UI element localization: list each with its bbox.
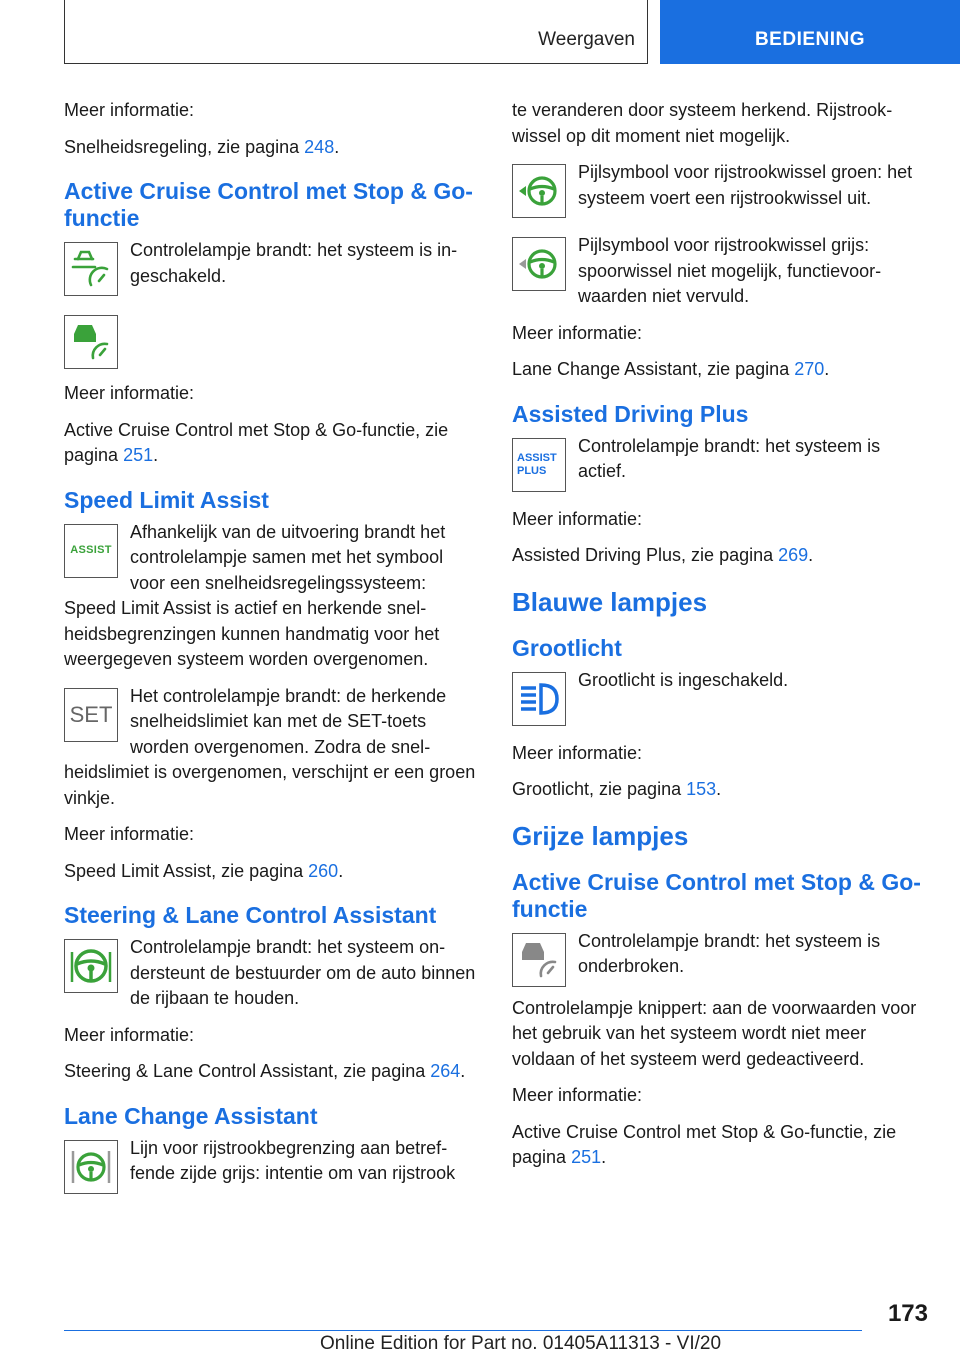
set-icon-label: SET xyxy=(69,701,113,727)
heading-slca: Steering & Lane Control Assistant xyxy=(64,902,437,928)
set-icon xyxy=(64,688,118,742)
acc-grey-entry xyxy=(512,929,926,991)
acc-grey-icon xyxy=(512,933,566,987)
acc-grey-text-2: Controlelampje knippert: aan de voorwaarden voor het gebruik van het systeem wordt niet meer voldaan of het systeem werd gedeactiveerd. xyxy=(512,997,917,1069)
high-beam-more-ref: Grootlicht, zie pagina 153. xyxy=(512,779,722,799)
lca-text: Lijn voor rijstrookbegrenzing aan betreffende zijde grijs: intentie om van rijstrook xyxy=(130,1137,456,1183)
acc-grey-text-1: Controlelampje brandt: het systeem is onderbroken. xyxy=(578,930,881,976)
high-beam-more-label: Meer informatie: xyxy=(512,742,643,763)
acc-green-filled-icon xyxy=(64,315,118,369)
assist-plus-line2: PLUS xyxy=(517,464,547,477)
acc-entry xyxy=(64,238,478,300)
page-link[interactable]: 153 xyxy=(686,779,717,799)
page-link[interactable]: 251 xyxy=(123,445,154,465)
heading-grey-lamps: Grijze lampjes xyxy=(512,820,689,851)
right-column xyxy=(512,98,926,1182)
slca-more-ref: Steering & Lane Control Assistant, zie pagina 264. xyxy=(64,1061,466,1081)
sla-entry xyxy=(64,520,478,673)
more-info-ref: Snelheidsregeling, zie pagina 248. xyxy=(64,136,340,157)
sla-more-label: Meer informatie: xyxy=(64,824,195,844)
assist-plus-icon xyxy=(512,438,566,492)
sla-text-2: Het controlelampje brandt: de herkende snelheidslimiet kan met de SET-toets worden overgenomen. Zodra de snelheidslimiet is overgenomen, verschijnt er een groen vinkje. xyxy=(64,685,476,808)
acc-green-outline-icon xyxy=(64,242,118,296)
arrow-grey-entry xyxy=(512,233,926,310)
acc-grey-more-ref: Active Cruise Control met Stop & Go-functie, zie pagina 251. xyxy=(512,1121,897,1167)
slca-entry xyxy=(64,935,478,1012)
page-link[interactable]: 269 xyxy=(778,545,809,565)
acc-grey-more-label: Meer informatie: xyxy=(512,1085,643,1105)
header-section-box xyxy=(64,0,648,64)
heading-blue-lamps: Blauwe lampjes xyxy=(512,586,708,617)
lca-entry xyxy=(64,1136,478,1198)
heading-acc: Active Cruise Control met Stop & Go-functie xyxy=(64,178,473,231)
page-link[interactable]: 264 xyxy=(430,1061,461,1081)
steering-wheel-grey-lines-icon xyxy=(64,1140,118,1194)
high-beam-text: Grootlicht is ingeschakeld. xyxy=(578,669,789,690)
more-info-label: Meer informatie: xyxy=(64,100,195,120)
assist-icon-label: ASSIST xyxy=(70,543,112,556)
lca-more-ref: Lane Change Assistant, zie pagina 270. xyxy=(512,359,830,379)
lca-continued-text: te veranderen door systeem herkend. Rijstrookwissel op dit moment niet mogelijk. xyxy=(512,100,893,146)
acc-filled-entry xyxy=(64,311,478,367)
slca-more-label: Meer informatie: xyxy=(64,1024,195,1045)
left-column xyxy=(64,98,478,1209)
slca-text: Controlelampje brandt: het systeem ondersteunt de bestuurder om de auto binnen de rijbaan te houden. xyxy=(130,937,476,1008)
lca-more-label: Meer informatie: xyxy=(512,322,643,343)
arrow-green-text: Pijlsymbool voor rijstrookwissel groen: het systeem voert een rijstrookwissel uit. xyxy=(578,162,913,208)
heading-acc-grey: Active Cruise Control met Stop & Go-functie xyxy=(512,868,921,922)
arrow-green-entry xyxy=(512,160,926,222)
steering-wheel-arrow-grey-icon xyxy=(512,237,566,291)
steering-wheel-arrow-green-icon xyxy=(512,164,566,218)
steering-wheel-green-icon xyxy=(64,939,118,993)
header-chapter-title: BEDIENING xyxy=(754,29,866,50)
footer-divider xyxy=(64,1330,862,1331)
page-number: 173 xyxy=(887,1300,928,1327)
footer-edition: Online Edition for Part no. 01405A11313 - VI/20 xyxy=(320,1333,722,1354)
high-beam-entry xyxy=(512,668,926,730)
high-beam-icon xyxy=(512,672,566,726)
adp-entry xyxy=(512,434,926,496)
header-section-title: Weergaven xyxy=(538,29,635,50)
header-chapter-tab[interactable] xyxy=(660,0,960,64)
adp-text: Controlelampje brandt: het systeem is actief. xyxy=(578,435,881,481)
heading-adp: Assisted Driving Plus xyxy=(512,400,749,427)
assist-plus-line1: ASSIST xyxy=(517,451,557,464)
adp-more-label: Meer informatie: xyxy=(512,508,643,529)
heading-lca: Lane Change Assistant xyxy=(64,1102,318,1129)
heading-sla: Speed Limit Assist xyxy=(64,486,269,513)
page-link[interactable]: 248 xyxy=(304,136,335,157)
adp-more-ref: Assisted Driving Plus, zie pagina 269. xyxy=(512,545,814,565)
acc-text: Controlelampje brandt: het systeem is ingeschakeld. xyxy=(130,240,458,286)
sla-set-entry xyxy=(64,684,478,812)
page-link[interactable]: 270 xyxy=(794,359,825,379)
page-link[interactable]: 260 xyxy=(308,860,339,881)
arrow-grey-text: Pijlsymbool voor rijstrookwissel grijs: spoorwissel niet mogelijk, functievoorwaarden niet vervuld. xyxy=(578,235,882,306)
sla-text-1: Afhankelijk van de uitvoering brandt het controlelampje samen met het symbool voor een snelheidsregelingssysteem: Speed Limit Assist is actief en herkende snelheidsbegrenzingen kunnen handmatig voor het weergegeven systeem worden overgenomen. xyxy=(64,521,446,669)
page-link[interactable]: 251 xyxy=(571,1147,602,1167)
assist-icon xyxy=(64,524,118,578)
acc-more-ref: Active Cruise Control met Stop & Go-functie, zie pagina 251. xyxy=(64,419,449,465)
sla-more-ref: Speed Limit Assist, zie pagina 260. xyxy=(64,860,344,881)
acc-more-label: Meer informatie: xyxy=(64,383,195,403)
heading-high-beam: Grootlicht xyxy=(512,634,622,661)
